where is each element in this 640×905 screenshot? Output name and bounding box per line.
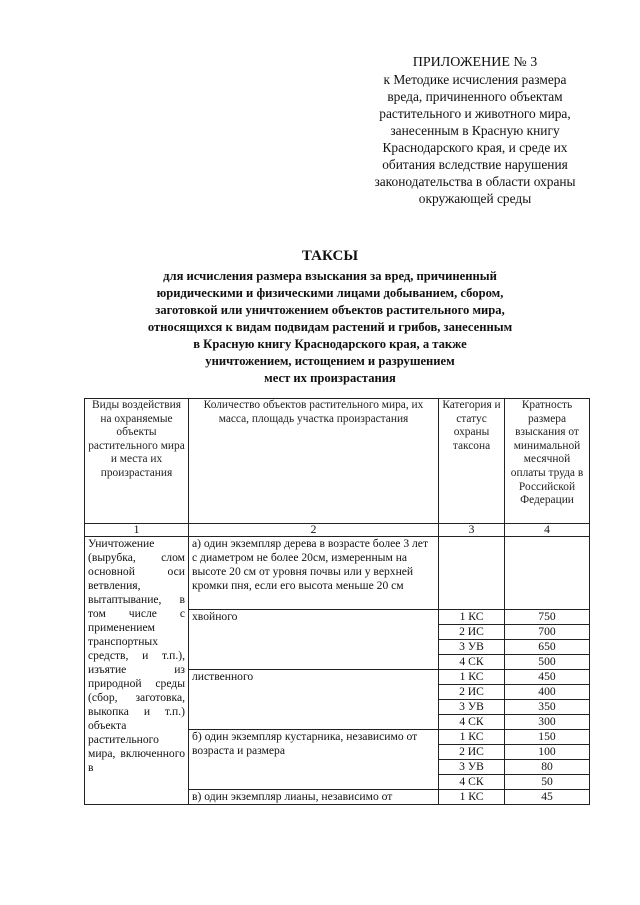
title-line: относящихся к видам подвидам растений и грибов, занесенным	[147, 320, 513, 334]
appendix-block	[355, 54, 595, 207]
group-label: в) один экземпляр лианы, независимо от	[189, 790, 439, 805]
document-title	[60, 248, 600, 387]
title-line: уничтожением, истощением и разрушением	[205, 354, 455, 368]
appendix-line: вреда, причиненного объектам	[387, 89, 563, 104]
multiplier-cell: 45	[505, 790, 590, 805]
col-number: 4	[505, 524, 590, 537]
category-cell: 2 ИС	[439, 625, 505, 640]
col-number: 1	[85, 524, 189, 537]
multiplier-cell: 300	[505, 715, 590, 730]
table-row	[85, 537, 590, 610]
header-quantity: Количество объектов растительного мира, их масса, площадь участка произрастания	[189, 399, 439, 524]
title-line: для исчисления размера взыскания за вред, причиненный	[163, 269, 497, 283]
appendix-line: обитания вследствие нарушения	[382, 157, 568, 172]
title-main: ТАКСЫ	[301, 248, 359, 264]
table-header-row	[85, 399, 590, 524]
appendix-line: к Методике исчисления размера	[383, 72, 567, 87]
header-multiplier: Кратность размера взыскания от минимальной месячной оплаты труда в Российской Федерации	[505, 399, 590, 524]
appendix-line: Краснодарского края, и среде их	[382, 140, 568, 155]
appendix-line: занесенным в Красную книгу	[390, 123, 560, 138]
appendix-line: растительного и животного мира,	[379, 106, 571, 121]
multiplier-cell: 500	[505, 655, 590, 670]
category-cell: 1 КС	[439, 730, 505, 745]
category-cell: 3 УВ	[439, 640, 505, 655]
col-number: 3	[439, 524, 505, 537]
category-cell: 4 СК	[439, 715, 505, 730]
multiplier-cell: 50	[505, 775, 590, 790]
title-line: юридическими и физическими лицами добыванием, сбором,	[156, 286, 504, 300]
title-line: в Красную книгу Краснодарского края, а также	[193, 337, 467, 351]
multiplier-cell: 450	[505, 670, 590, 685]
group-label: б) один экземпляр кустарника, независимо от возраста и размера	[189, 730, 439, 790]
header-impact: Виды воздействия на охраняемые объекты растительного мира и места их произрастания	[85, 399, 189, 524]
col-number: 2	[189, 524, 439, 537]
group-label: хвойного	[189, 610, 439, 670]
tax-table	[84, 398, 590, 805]
category-cell: 3 УВ	[439, 760, 505, 775]
title-line: мест их произрастания	[264, 371, 396, 385]
category-cell: 1 КС	[439, 610, 505, 625]
category-cell: 2 ИС	[439, 685, 505, 700]
multiplier-cell: 80	[505, 760, 590, 775]
category-cell: 2 ИС	[439, 745, 505, 760]
empty-cell	[505, 537, 590, 610]
appendix-line: окружающей среды	[418, 191, 532, 206]
empty-cell	[439, 537, 505, 610]
category-cell: 1 КС	[439, 670, 505, 685]
appendix-number: ПРИЛОЖЕНИЕ № 3	[412, 55, 538, 70]
category-cell: 4 СК	[439, 655, 505, 670]
category-cell: 4 СК	[439, 775, 505, 790]
multiplier-cell: 650	[505, 640, 590, 655]
multiplier-cell: 150	[505, 730, 590, 745]
group-label: лиственного	[189, 670, 439, 730]
multiplier-cell: 350	[505, 700, 590, 715]
column-number-row	[85, 524, 590, 537]
category-cell: 1 КС	[439, 790, 505, 805]
title-line: заготовкой или уничтожением объектов растительного мира,	[155, 303, 505, 317]
header-category: Категория и статус охраны таксона	[439, 399, 505, 524]
multiplier-cell: 700	[505, 625, 590, 640]
section-a-text: а) один экземпляр дерева в возрасте более 3 лет с диаметром не более 20см, измеренным на высоте 20 см от уровня почвы или у верхней кромки пня, если его высота меньше 20 см	[189, 537, 439, 610]
appendix-line: законодательства в области охраны	[374, 174, 576, 189]
impact-type-cell: Уничтожение (вырубка, слом основной оси ветвления, вытаптывание, в том числе с применением транспортных средств, и т.п.), изъятие из природной среды (сбор, заготовка, выкопка и т.п.) объекта растительного мира, включенного в	[85, 537, 189, 805]
multiplier-cell: 100	[505, 745, 590, 760]
category-cell: 3 УВ	[439, 700, 505, 715]
multiplier-cell: 400	[505, 685, 590, 700]
multiplier-cell: 750	[505, 610, 590, 625]
